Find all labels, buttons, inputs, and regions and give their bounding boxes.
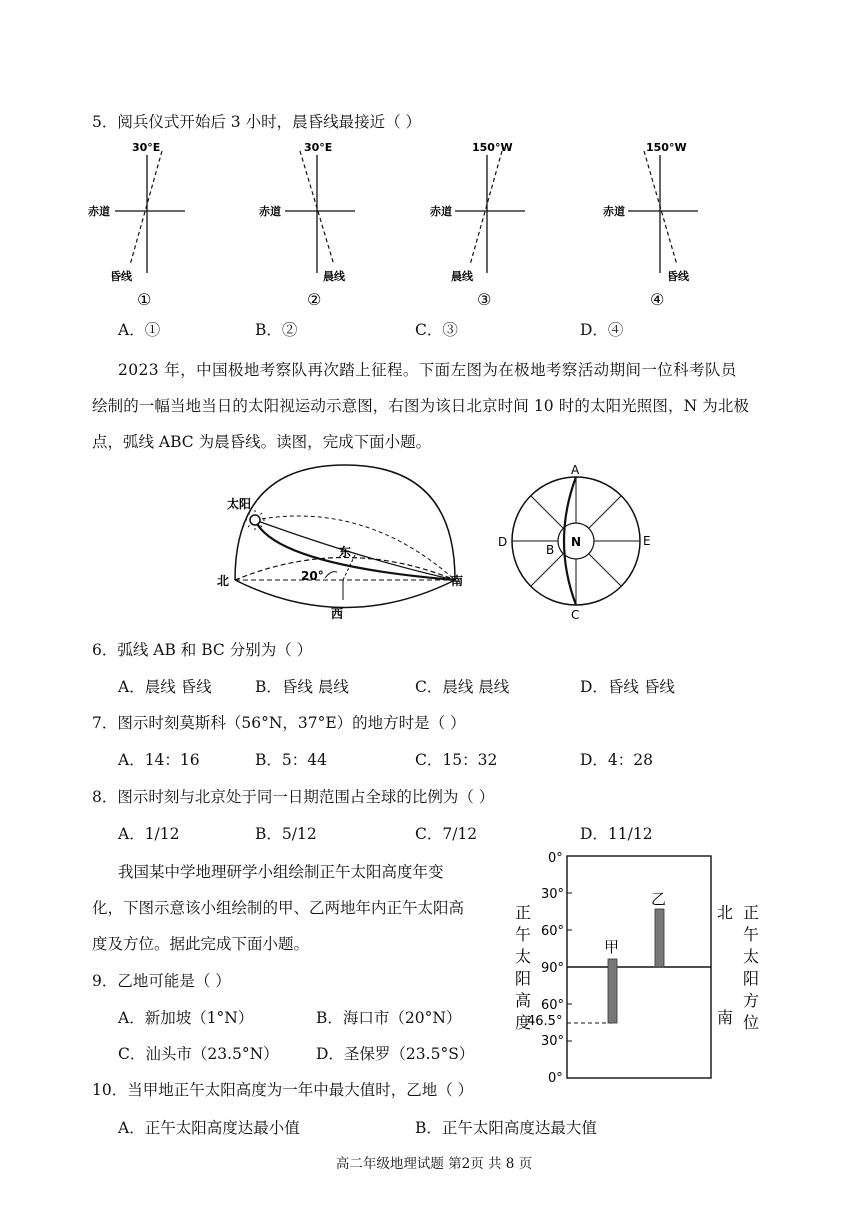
diagram-1-equator: 赤道 xyxy=(88,205,110,218)
q8-option-d: D．11/12 xyxy=(580,825,653,843)
diagram-4 xyxy=(603,141,698,309)
q8-option-b: B．5/12 xyxy=(255,825,317,843)
diagram-3 xyxy=(430,141,525,309)
intro1-line1: 2023 年，中国极地考察队再次踏上征程。下面左图为在极地考察活动期间一位科考队员 xyxy=(118,361,737,379)
right-title-char2: 午 xyxy=(743,925,760,944)
left-title-char5: 高 xyxy=(515,991,532,1010)
bar-jia xyxy=(608,959,617,1023)
q7-option-b: B．5：44 xyxy=(255,751,327,769)
q5-option-c: C．③ xyxy=(415,321,458,339)
tick-60-bottom: 60° xyxy=(541,998,565,1013)
q10-option-b: B．正午太阳高度达最大值 xyxy=(415,1119,597,1137)
left-title-char2: 午 xyxy=(515,925,532,944)
diagram-1-line: 昏线 xyxy=(110,270,132,283)
diagram-4-meridian: 150°W xyxy=(646,141,687,154)
point-n: N xyxy=(571,535,582,549)
q8-option-a: A．1/12 xyxy=(118,825,180,843)
q5-option-a: A．① xyxy=(118,321,161,339)
intro1-line3: 点，弧线 ABC 为晨昏线。读图，完成下面小题。 xyxy=(92,433,432,451)
q10-option-a: A．正午太阳高度达最小值 xyxy=(118,1119,300,1137)
q6-option-a: A．晨线 昏线 xyxy=(118,678,212,696)
polar-illumination-diagram xyxy=(494,463,664,633)
q7-option-a: A．14：16 xyxy=(118,751,200,769)
tick-60-top: 60° xyxy=(541,924,565,939)
q7-option-c: C．15：32 xyxy=(415,751,498,769)
q5-option-b: B．② xyxy=(255,321,298,339)
point-a: A xyxy=(571,463,580,477)
left-title-char4: 阳 xyxy=(515,969,532,988)
tick-30-top: 30° xyxy=(541,887,565,902)
sun-path-diagram xyxy=(215,460,475,630)
right-title-char1: 正 xyxy=(743,903,760,922)
west-label: 西 xyxy=(331,607,344,621)
right-title-char4: 阳 xyxy=(743,969,760,988)
diagram-3-meridian: 150°W xyxy=(472,141,513,154)
page-footer: 高二年级地理试题 第2页 共 8 页 xyxy=(335,1156,533,1172)
left-title-char1: 正 xyxy=(515,903,532,922)
q5-option-d: D．④ xyxy=(580,321,624,339)
q9-option-b: B．海口市（20°N） xyxy=(316,1009,462,1027)
diagram-1-meridian: 30°E xyxy=(132,141,161,154)
q9-option-d: D．圣保罗（23.5°S） xyxy=(316,1045,475,1063)
diagram-4-num: ④ xyxy=(650,290,665,309)
q9-option-a: A．新加坡（1°N） xyxy=(118,1009,254,1027)
diagram-4-equator: 赤道 xyxy=(603,205,625,218)
angle-label: 20° xyxy=(301,569,324,583)
q9-option-c: C．汕头市（23.5°N） xyxy=(118,1045,279,1063)
left-title-char6: 度 xyxy=(515,1013,532,1032)
tick-90: 90° xyxy=(541,961,565,976)
diagram-4-line: 昏线 xyxy=(667,270,689,283)
diagram-2-num: ② xyxy=(307,290,322,309)
right-title-char5: 方 xyxy=(743,991,760,1010)
east-label: 东 xyxy=(339,545,352,559)
right-title-char6: 位 xyxy=(743,1013,760,1032)
diagram-3-num: ③ xyxy=(477,290,492,309)
jia-label: 甲 xyxy=(604,938,620,956)
q10-stem: 10．当甲地正午太阳高度为一年中最大值时，乙地（ ） xyxy=(92,1081,474,1099)
tick-30-bottom: 30° xyxy=(541,1034,565,1049)
point-d: D xyxy=(498,535,508,549)
q6-option-c: C．晨线 晨线 xyxy=(415,678,510,696)
intro2-line1: 我国某中学地理研学小组绘制正午太阳高度年变 xyxy=(118,863,444,881)
diagram-2-meridian: 30°E xyxy=(304,141,333,154)
intro2-line3: 度及方位。据此完成下面小题。 xyxy=(92,935,310,953)
diagram-3-line: 晨线 xyxy=(451,270,473,283)
diagram-1-num: ① xyxy=(137,290,152,309)
q8-option-c: C．7/12 xyxy=(415,825,478,843)
point-c: C xyxy=(571,608,580,622)
point-b: B xyxy=(546,543,555,557)
diagram-3-equator: 赤道 xyxy=(430,205,452,218)
q7-stem: 7．图示时刻莫斯科（56°N，37°E）的地方时是（ ） xyxy=(92,714,466,732)
tick-46-5: 46.5° xyxy=(527,1014,563,1029)
q7-option-d: D．4：28 xyxy=(580,751,654,769)
sun-icon xyxy=(250,515,260,525)
south-bar-label: 南 xyxy=(717,1008,734,1027)
point-e: E xyxy=(643,534,651,548)
right-title-char3: 太 xyxy=(743,947,760,966)
bar-yi xyxy=(655,909,664,967)
intro2-line2: 化，下图示意该小组绘制的甲、乙两地年内正午太阳高 xyxy=(92,899,465,917)
intro1-line2: 绘制的一幅当地当日的太阳视运动示意图，右图为该日北京时间 10 时的太阳光照图，N 为北极 xyxy=(92,397,750,415)
q5-stem: 5．阅兵仪式开始后 3 小时，晨昏线最接近（ ） xyxy=(92,113,422,131)
tick-0-top: 0° xyxy=(548,851,563,866)
sun-label: 太阳 xyxy=(227,497,252,511)
q6-option-b: B．昏线 晨线 xyxy=(255,678,349,696)
diagram-2-equator: 赤道 xyxy=(259,205,281,218)
south-label: 南 xyxy=(451,574,464,588)
q9-stem: 9．乙地可能是（ ） xyxy=(92,972,231,990)
q6-option-d: D．昏线 昏线 xyxy=(580,678,675,696)
noon-sun-chart xyxy=(505,848,775,1088)
yi-label: 乙 xyxy=(651,890,667,908)
diagram-2 xyxy=(259,141,355,309)
north-bar-label: 北 xyxy=(717,903,734,922)
diagram-2-line: 晨线 xyxy=(323,270,345,283)
q5-diagrams xyxy=(0,135,868,335)
left-title-char3: 太 xyxy=(515,947,532,966)
north-label: 北 xyxy=(217,574,230,588)
q8-stem: 8．图示时刻与北京处于同一日期范围占全球的比例为（ ） xyxy=(92,788,495,806)
tick-0-bottom: 0° xyxy=(548,1071,563,1086)
q6-stem: 6．弧线 AB 和 BC 分别为（ ） xyxy=(92,641,313,659)
diagram-1 xyxy=(88,141,185,309)
